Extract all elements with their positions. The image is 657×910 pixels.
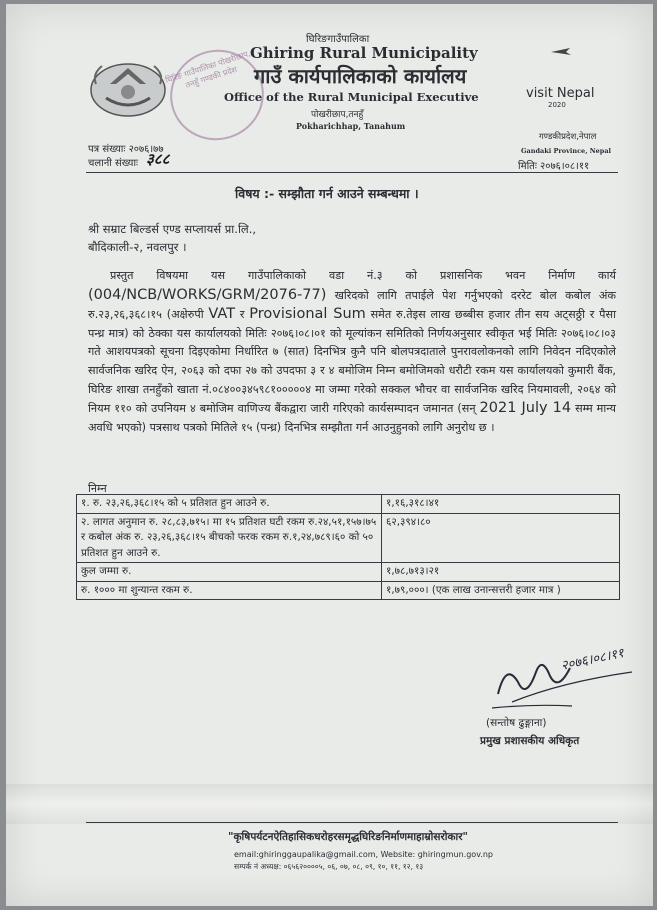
- nepal-emblem-icon: [88, 54, 168, 120]
- header-divider: [86, 172, 618, 173]
- deposit-table: [76, 494, 620, 600]
- table-cell-item: २. लागत अनुमान रु. २८,८३,७१५। मा १५ प्रतिशत घटी रकम रु.२४,५१,१५७।७५ र कबोल अंक रु. २३,२६,३६८।१५ बीचको फरक रकम रु.१,२४,७८९।६० को ५० प्रतिशत हुन आउने रु.: [77, 513, 382, 563]
- footer-contact: email:ghiringgaupalika@gmail.com, Website: ghiringmun.gov.np: [234, 850, 494, 859]
- table-row: [77, 563, 620, 582]
- footer-divider: [86, 822, 618, 823]
- table-row: [77, 513, 620, 563]
- recipient-address: बौदिकाली-२, नवलपुर ।: [88, 240, 187, 254]
- province-nepali: गण्डकीप्रदेश,नेपाल: [539, 132, 597, 142]
- paper-fold: [6, 784, 653, 824]
- header-small-title: घिरिङगाउँपालिका: [306, 34, 370, 45]
- province-english: Gandaki Province, Nepal: [521, 147, 612, 155]
- contract-code: (004/NCB/WORKS/GRM/2076-77): [88, 286, 327, 303]
- table-row: [77, 495, 620, 514]
- office-title-nepali: गाउँ कार्यपालिकाको कार्यालय: [254, 64, 467, 88]
- plane-icon: [550, 46, 572, 56]
- visit-nepal-logo: visit Nepal 2020: [526, 86, 595, 109]
- table-cell-amount: १,७९,०००। (एक लाख उनान्सत्तरी हजार मात्र ): [382, 581, 620, 600]
- table-cell-item: रु. १००० मा शुन्यान्त रकम रु.: [77, 581, 382, 600]
- table-cell-amount: १,१६,३१८।४१: [382, 495, 620, 514]
- address-nepali: पोखरीछाप,तनहुँ: [311, 110, 364, 120]
- letter-number: पत्र संख्याः २०७६।७७: [88, 144, 164, 155]
- municipality-title: Ghiring Rural Municipality: [250, 44, 478, 62]
- letter-subject: विषय :- सम्झौता गर्न आउने सम्बन्धमा ।: [235, 186, 419, 201]
- signatory-name: (सन्तोष ढुङ्गाना): [486, 717, 547, 729]
- footer-motto: "कृषिपर्यटनऐतिहासिकधरोहरसमृद्धघिरिङनिर्माणमाहाम्रोसरोकार": [228, 831, 469, 843]
- list-heading: निम्न: [88, 482, 107, 495]
- handwritten-signature: [492, 642, 642, 712]
- address-english: Pokharichhap, Tanahum: [296, 121, 406, 131]
- table-cell-item: १. रु. २३,२६,३६८।१५ को ५ प्रतिशत हुन आउने रु.: [77, 495, 382, 514]
- letter-page: [6, 4, 653, 906]
- office-stamp: घिरिङ गाउँपालिका पोखरीछाप, तनहुँ गण्डकी प्रदेश: [158, 38, 275, 153]
- dispatch-number-value: ३८८: [146, 150, 170, 168]
- table-cell-amount: १,७८,७१३।२१: [382, 563, 620, 582]
- footer-phones: सम्पर्क नं अध्यक्ष: ०६५६२००००५, ०६, ०७, ०८, ०९, १०, ११, १२, १३: [234, 862, 424, 871]
- recipient-name: श्री सम्राट बिल्डर्स एण्ड सप्लायर्स प्रा.लि.,: [88, 222, 257, 236]
- table-cell-item: कुल जम्मा रु.: [77, 563, 382, 582]
- table-row: [77, 581, 620, 600]
- letter-date: मितिः २०७६।०८।११: [518, 161, 590, 172]
- signatory-post: प्रमुख प्रशासकीय अधिकृत: [480, 735, 580, 747]
- letter-body: प्रस्तुत विषयमा यस गाउँपालिकाको वडा नं.३ को प्रशासनिक भवन निर्माण कार्य (004/NCB/WORKS/GRM/2076-77) खरिदको लागि तपाईले पेश गर्नुभएको दररेट बोल कबोल अंक रु.२३,२६,३६८।१५ (अक्षेरुपी VAT र Provisional Sum समेत रु.तेइस लाख छब्बीस हजार तीन सय अट्सठ्ठी र पैसा पन्ध्र मात्र) को ठेक्का यस कार्यालयको मितिः २०७६।०८।०१ को मूल्यांकन समितिको निर्णयअनुसार स्वीकृत भई मितिः २०७६।०८।०३ गते आशयपत्रको सूचना दिइएकोमा निर्धारित ७ (सात) दिनभित्र कुनै पनि बोलपत्रदाताले पुनरावलोकनको लागि निवेदन नदिएकोले सार्वजनिक खरिद ऐन, २०६३ को दफा २७ को उपदफा ३ र ४ बमोजिम निम्न बमोजिमको धरौटी रकम यस कार्यालयको कुमारी बैंक, घिरिङ शाखा तनहुँको खाता नं.०८४००३४५९८१०००००४ मा जम्मा गरेको सक्कल भौचर वा सार्वजनिक खरिद नियमावली, २०६४ को नियम ११० को उपनियम ४ बमोजिम वाणिज्य बैंकद्वारा जारी गरिएको कार्यसम्पादन जमानत (सन् 2021 July 14 सम्म मान्य अवधि भएको) पत्रसाथ पत्रको मितिले १५ (पन्ध्र) दिनभित्र सम्झौता गर्न आउनुहुनको लागि अनुरोध छ ।: [88, 269, 617, 434]
- office-title-english: Office of the Rural Municipal Executive: [224, 90, 479, 104]
- table-cell-amount: ६२,३९४।८०: [382, 513, 620, 563]
- svg-text:२०७६।०८।११: २०७६।०८।११: [559, 645, 626, 674]
- dispatch-number-label: चलानी संख्याः: [88, 158, 139, 169]
